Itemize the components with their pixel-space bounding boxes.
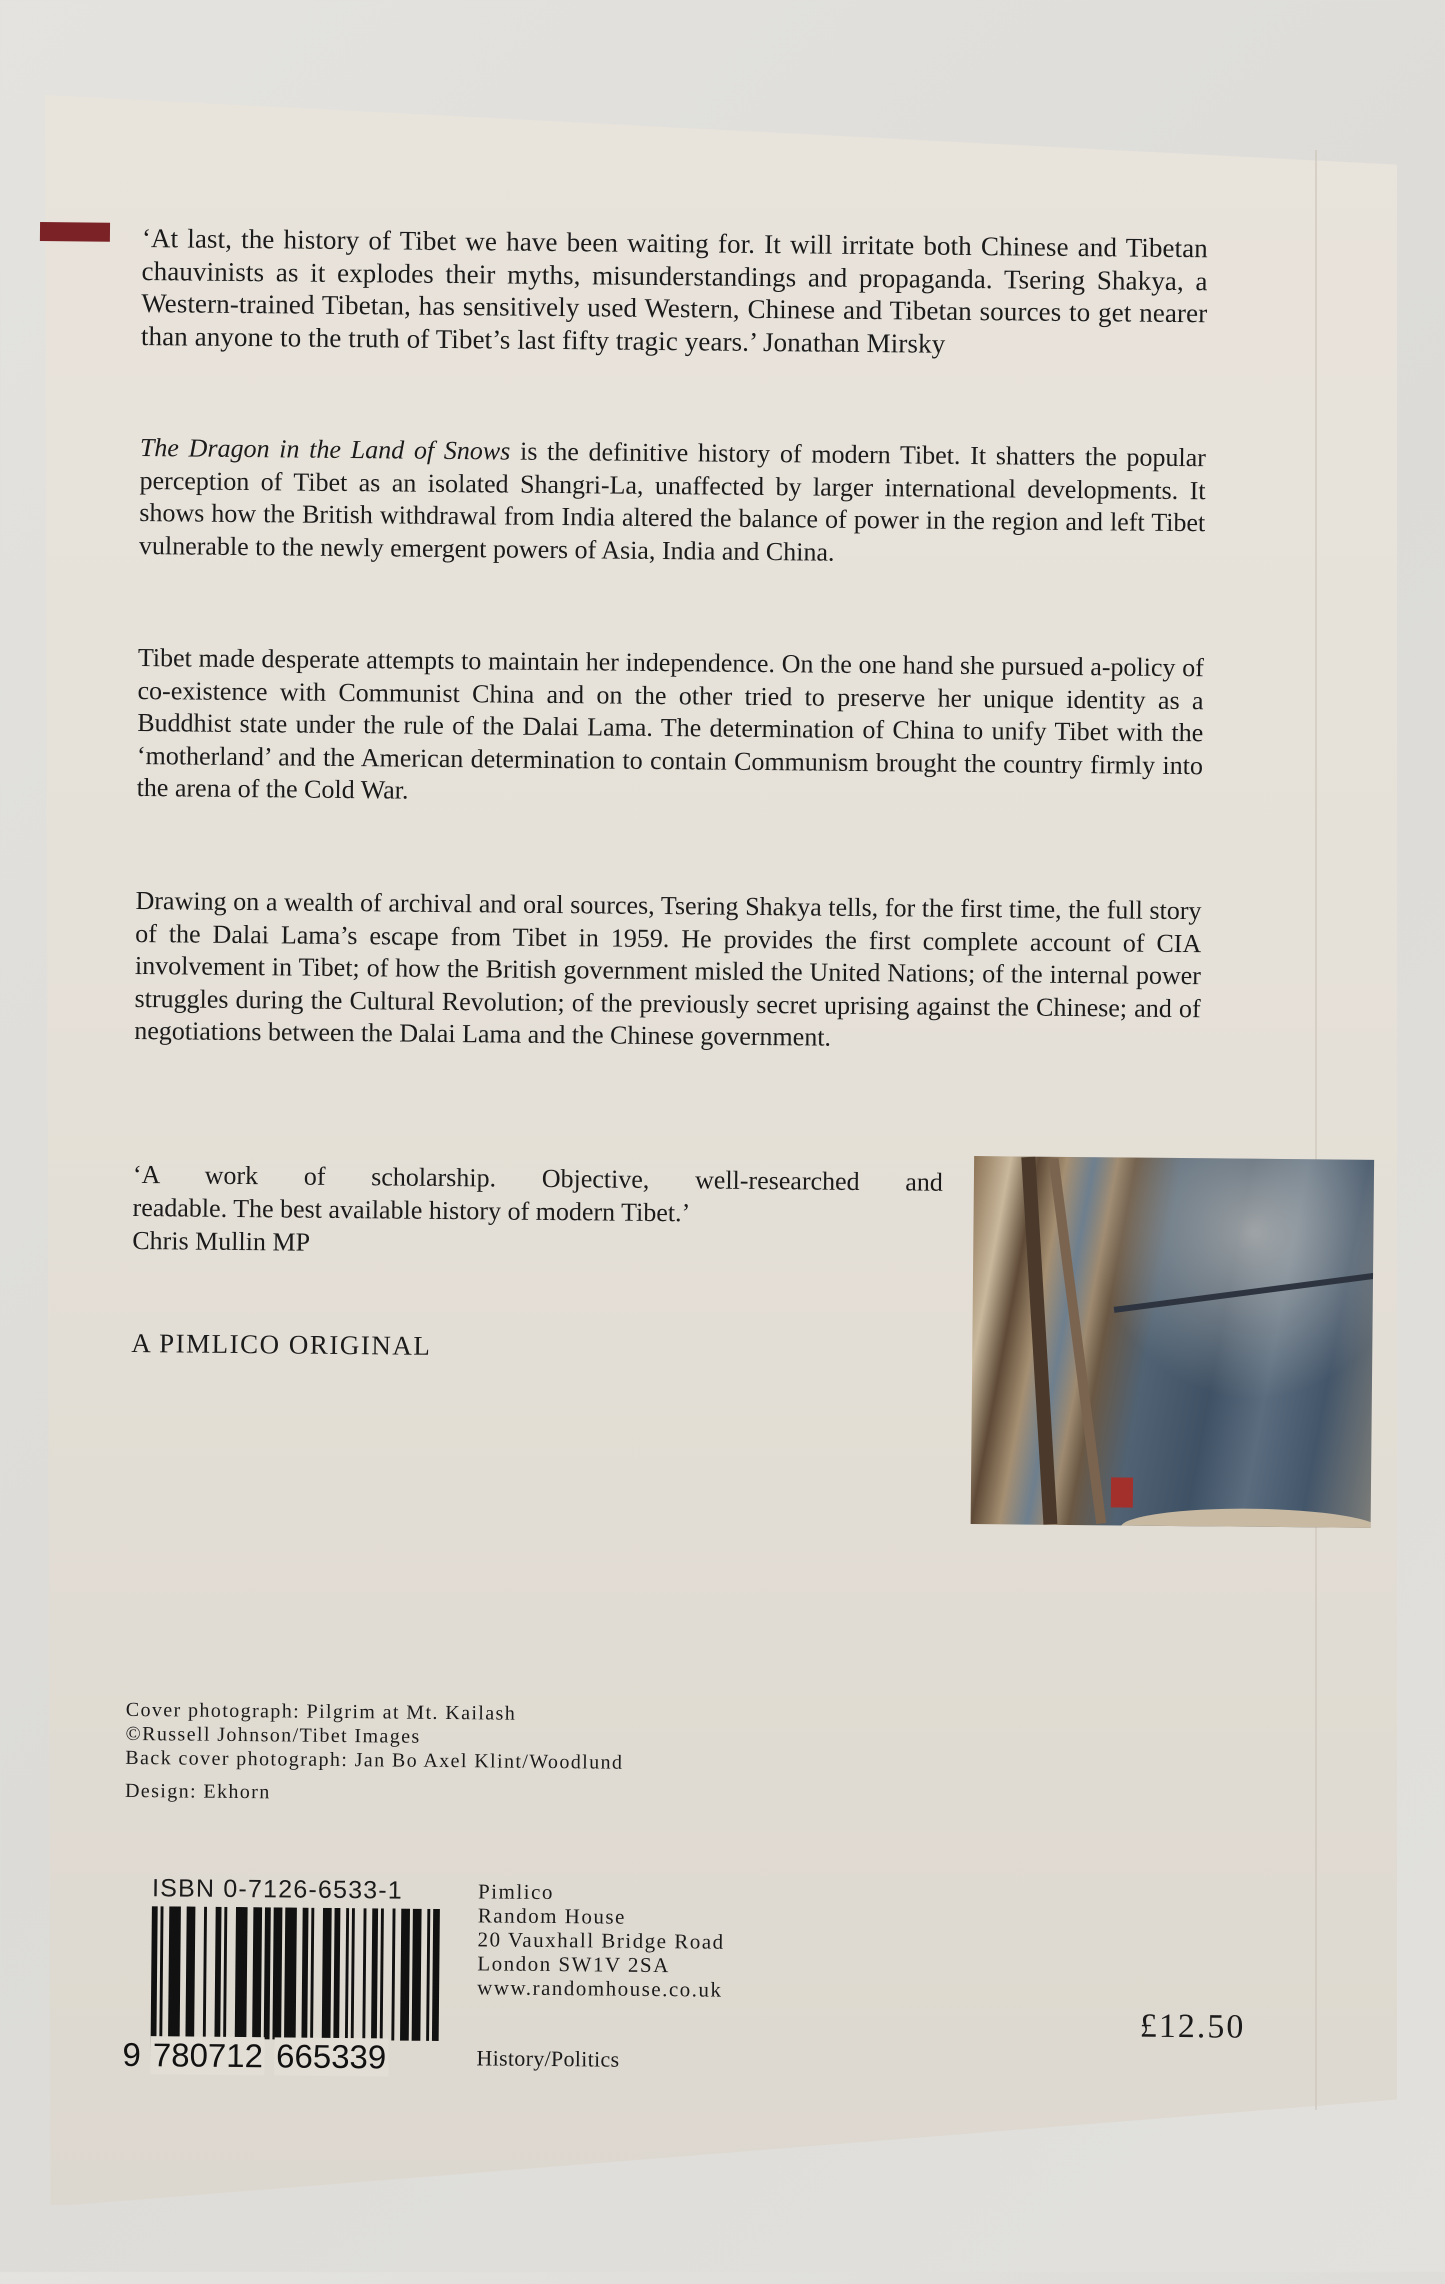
barcode-digits — [120, 2036, 388, 2077]
barcode-bar — [351, 1908, 355, 2040]
barcode-bar — [432, 1909, 440, 2041]
back-photo-credit: Back cover photograph: Jan Bo Axel Klint/Woodlund — [125, 1746, 624, 1774]
barcode-bar — [272, 1907, 282, 2039]
publisher-line: Random House — [477, 1903, 627, 1929]
barcode-bar — [310, 1908, 314, 2040]
barcode-bar — [214, 1907, 221, 2039]
publisher-address — [477, 1879, 725, 2001]
quote-attribution: Chris Mullin MP — [132, 1225, 311, 1257]
barcode-bar — [159, 1906, 163, 2056]
description-paragraph-2: Tibet made desperate attempts to maintain her independence. On the one hand she pursued a-policy of co-existence with Communist China and on the other tried to preserve her unique identity as a Buddhist state under the rule of the Dalai Lama. The determination of China to unify Tibet with the ‘motherland’ and the American determination to contain Communism brought the country firmly into the arena of the Cold War. — [136, 643, 1204, 805]
review-quote-mirsky: ‘At last, the history of Tibet we have been waiting for. It will irritate both Chinese and Tibetan chauvinists as it explodes their myths, misunderstandings and propaganda. Tsering Shakya, a Western-trained Tibetan, has sensitively used Western, Chinese and Tibetan sources to get nearer than anyone to the truth of Tibet’s last fifty tragic years.’ Jonathan Mirsky — [140, 223, 1209, 359]
review-quote-mullin — [132, 1158, 943, 1265]
barcode-bar — [333, 1908, 340, 2040]
barcode-bar — [284, 1907, 297, 2039]
barcode-group-2: 665339 — [274, 2037, 388, 2076]
back-cover-photograph — [971, 1156, 1375, 1528]
publisher-website: www.randomhouse.co.uk — [477, 1975, 723, 2002]
barcode-bar — [426, 1909, 430, 2041]
barcode-bar — [203, 1907, 207, 2039]
barcode-bar — [412, 1909, 422, 2041]
publisher-line: Pimlico — [477, 1879, 555, 1905]
publisher-line: 20 Vauxhall Bridge Road — [477, 1927, 725, 1954]
description-text: is the definitive history of modern Tibet. It shatters the popular perception of Tibet as an isolated Shangri-La, unaffected by larger international developments. It shows how the British withdrawal from India altered the balance of power in the region and left Tibet vulnerable to the newly emergent powers of Asia, India and China. — [138, 436, 1207, 567]
barcode-bar — [150, 1906, 157, 2056]
barcode-bar — [380, 1908, 384, 2058]
price-label: £12.50 — [1139, 2007, 1246, 2046]
barcode-bar — [371, 1908, 378, 2058]
photo-stone — [1120, 1507, 1374, 1527]
photo-band — [1114, 1271, 1374, 1313]
quote-line-2: readable. The best available history of modern Tibet.’ — [132, 1192, 691, 1228]
description-paragraph-1 — [139, 432, 1206, 573]
photo-red-flag — [1111, 1477, 1133, 1507]
barcode-bar — [345, 1908, 349, 2040]
photo-pole — [1049, 1158, 1107, 1524]
copyright-credit: ©Russell Johnson/Tibet Images — [125, 1722, 421, 1748]
barcode-bar — [400, 1909, 410, 2041]
photo-credits — [125, 1698, 624, 1808]
barcode-group-1: 780712 — [151, 2036, 265, 2075]
barcode-bar — [391, 1909, 395, 2041]
barcode-bar — [264, 1907, 271, 2039]
barcode-bar — [322, 1908, 332, 2040]
barcode-first-digit: 9 — [122, 2035, 142, 2074]
barcode-bar — [252, 1907, 262, 2039]
publisher-line: London SW1V 2SA — [477, 1951, 670, 1978]
barcode-bar — [223, 1907, 227, 2039]
category-label: History/Politics — [476, 2045, 620, 2072]
barcode-bar — [168, 1906, 181, 2038]
cover-photo-credit: Cover photograph: Pilgrim at Mt. Kailash — [125, 1698, 517, 1725]
barcode-bar — [301, 1908, 308, 2040]
accent-bar — [40, 222, 110, 242]
barcode-bar — [185, 1907, 195, 2039]
isbn-label: ISBN 0-7126-6533-1 — [151, 1874, 404, 1905]
design-credit: Design: Ekhorn — [124, 1779, 271, 1804]
book-title: The Dragon in the Land of Snows — [139, 433, 511, 466]
description-paragraph-3: Drawing on a wealth of archival and oral sources, Tsering Shakya tells, for the first time, the full story of the Dalai Lama’s escape from Tibet in 1959. He provides the first complete account of CIA involvement in Tibet; of how the British government misled the United Nations; of the internal power struggles during the Cultural Revolution; of the previously secret uprising against the Chinese; and of negotiations between the Dalai Lama and the Chinese government. — [134, 885, 1202, 1053]
photo-pole — [1021, 1157, 1057, 1525]
barcode-bar — [235, 1907, 248, 2039]
barcode-bar — [362, 1908, 366, 2040]
quote-line-1: ‘A work of scholarship. Objective, well-researched and — [132, 1159, 944, 1197]
imprint-label: A PIMLICO ORIGINAL — [131, 1327, 432, 1361]
